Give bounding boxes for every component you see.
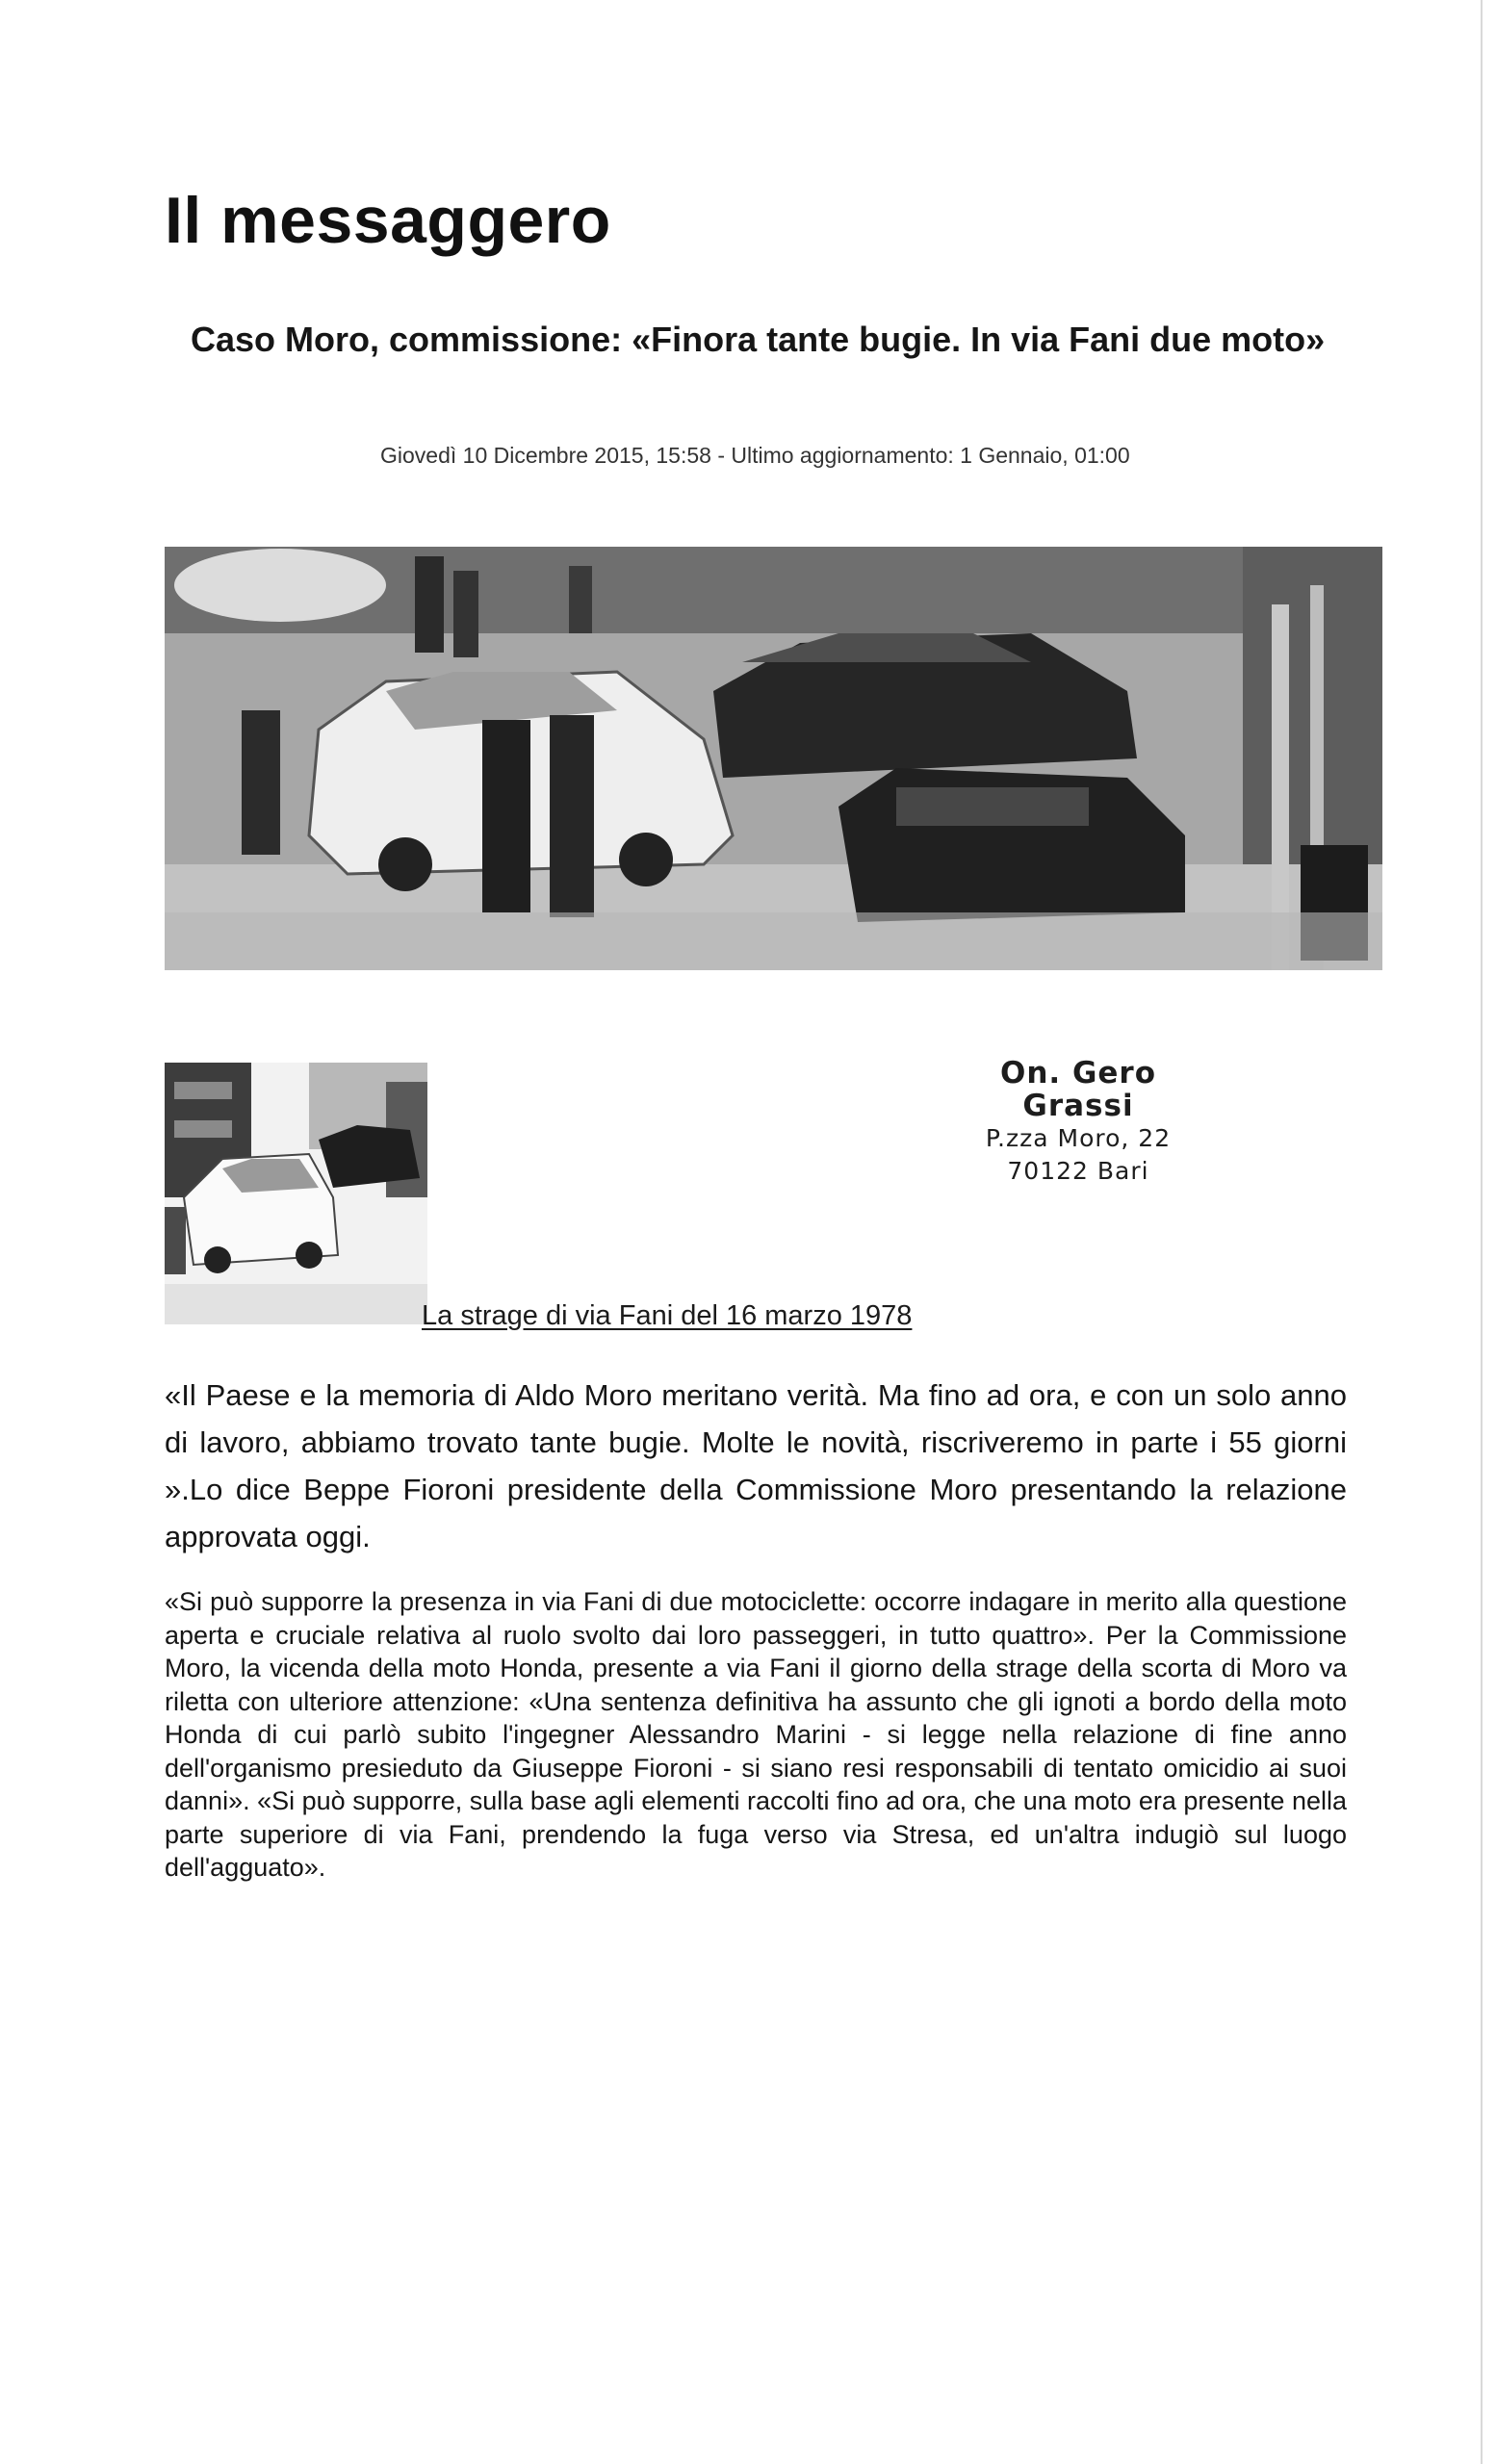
scan-page-edge [1481,0,1483,2464]
body-paragraph: «Si può supporre la presenza in via Fani di due motociclette: occorre indagare in merito alla questione aperta e cruciale relativa al ruolo svolto dai loro passeggeri, in tutto quattro». Per la Commissione Moro, la vicenda della moto Honda, presente a via Fani il giorno della strage della scorta di Moro va riletta con ulteriore attenzione: «Una sentenza definitiva ha assunto che gli ignoti a bordo della moto Honda di cui parlò subito l'ingegner Alessandro Marini - si legge nella relazione di fine anno dell'organismo presieduto da Giuseppe Fioroni - si siano resi responsabili di tentato omicidio ai suoi danni». «Si può supporre, sulla base agli elementi raccolti fino ad ora, che una moto era presente nella parte superiore di via Fani, prendendo la fuga verso via Stresa, ed un'altra indugiò sul luogo dell'agguato». [165,1587,1347,1882]
main-photo-via-fani [165,547,1382,970]
photo-caption: La strage di via Fani del 16 marzo 1978 [422,1300,913,1331]
stamp-city: 70122 Bari [1007,1156,1149,1185]
thumbnail-photo [165,1063,427,1324]
stamp-street: P.zza Moro, 22 [985,1124,1172,1153]
article-dateline: Giovedì 10 Dicembre 2015, 15:58 - Ultimo aggiornamento: 1 Gennaio, 01:00 [380,443,1130,468]
lead-paragraph: «Il Paese e la memoria di Aldo Moro meritano verità. Ma fino ad ora, e con un solo anno di lavoro, abbiamo trovato tante bugie. Molte le novità, riscriveremo in parte i 55 giorni ».Lo dice Beppe Fioroni presidente della Commissione Moro presentando la relazione approvata oggi. [165,1378,1347,1553]
stamp-name: On. Gero Grassi [999,1056,1157,1124]
address-stamp [943,1057,1213,1188]
article-headline: Caso Moro, commissione: «Finora tante bugie. In via Fani due moto» [191,320,1326,359]
masthead-title: Il messaggero [165,184,611,257]
